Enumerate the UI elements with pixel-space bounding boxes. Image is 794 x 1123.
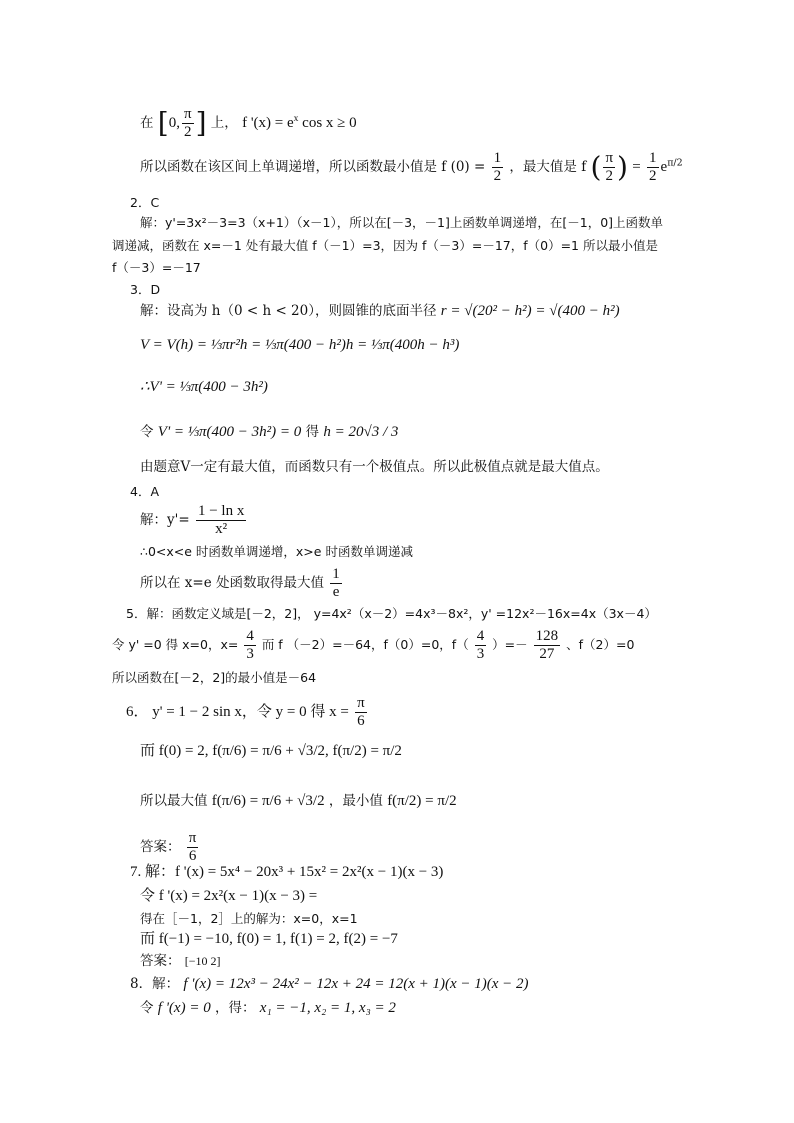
text: 在 [140,115,154,131]
paren-left: ( [590,150,602,184]
item-5-line2 [112,628,634,663]
exponent: π/2 [667,157,683,169]
item-6-line2: 而 f(0) = 2, f(π/6) = π/6 + √3/2, f(π/2) = π/2 [140,743,402,759]
text: 答案： [140,839,181,855]
item-3-line1 [140,302,620,320]
text: 8．解： [130,976,180,992]
fraction-1-2: $\frac{1}{2}$ [493,150,502,184]
formula: V' = ⅓π(400 − 3h²) = 0 [157,424,302,440]
text: ，最小值 [328,793,383,809]
item-2-line1: 解：y'=3x²－3=3（x+1）（x－1），所以在[－3，－1]上函数单调递增，在[－1，0]上函数单 [140,215,664,230]
item-7-line2: 令 f '(x) = 2x²(x − 1)(x − 3) = [140,888,318,904]
e-symbol: e [660,159,668,175]
text: 上， [210,115,238,131]
item-3-line5: 由题意V一定有最大值，而函数只有一个极值点。所以此极值点就是最大值点。 [140,459,609,475]
formula-radius: r = √(20² − h²) = √(400 − h²) [440,303,620,319]
text: 答案： [140,953,181,969]
text: ，得： [215,1000,256,1016]
line-p2 [140,150,683,185]
item-4-line1 [140,503,248,538]
formula-h: h = 20√3 / 3 [323,424,399,440]
formula: x₁ = −1, x₂ = 1, x₃ = 2 [259,1000,396,1016]
fraction-pi-6: $\frac{\pi}{6}$ [188,830,197,864]
text: 解：设高为 h（0 < h < 20），则圆锥的底面半径 [140,303,437,319]
item-7-line5 [140,952,221,970]
item-2-line2: 调递减，函数在 x=－1 处有最大值 f（－1）=3，因为 f（－3）=－17，f（0）=1 所以最小值是 [112,238,658,253]
item-4-line2: ∴0<x<e 时函数单调递增，x>e 时函数单调递减 [140,544,413,559]
item-6-line1 [126,695,369,730]
paren-right: ) [617,150,628,184]
fraction-128-27: $\frac{128}{27}$ [535,628,559,662]
text: 所以函数在该区间上单调递增，所以函数最小值是 f (0) = [140,159,486,175]
fraction-pi-2: $\frac{\pi}{2}$ [183,106,192,140]
text: 令 y' =0 得 x=0，x= [112,637,239,652]
formula: f '(x) = 0 [157,1000,211,1016]
interval-start: 0, [168,115,180,131]
item-8-line1 [130,975,529,993]
item-3-line4 [140,423,398,441]
item-2-line3: f（－3）=－17 [112,260,201,275]
text: 令 [140,1000,154,1016]
item-7-line4: 而 f(−1) = −10, f(0) = 1, f(1) = 2, f(2) = −7 [140,931,398,947]
bracket-left: [ [157,106,169,140]
item-2-number: 2．C [130,195,160,210]
fraction-pi-6: $\frac{\pi}{6}$ [357,695,365,729]
formula-derivative: f '$(x) = e^x$ cos x ≥ 0 [242,114,357,131]
item-3-line2: V = V(h) = ⅓πr²h = ⅓π(400 − h²)h = ⅓π(400h − h³) [140,337,460,353]
item-5-line1: 5．解：函数定义域是[－2，2]， y=4x²（x－2）=4x³－8x²，y' =12x²－16x=4x（3x－4） [126,606,657,621]
item-4-line3 [140,566,344,601]
line-p1 [140,106,357,141]
text: 而 f （－2）=－64，f（0）=0，f（ [261,637,469,652]
text: 得 [305,424,320,440]
formula: f(π/6) = π/6 + √3/2 [211,793,325,809]
item-4-number: 4．A [130,484,160,499]
text: 、f（2）=0 [566,637,635,652]
text: 解：y'= [140,512,190,528]
formula: f '(x) = 12x³ − 24x² − 12x + 24 = 12(x + 1)(x − 1)(x − 2) [183,976,529,992]
text: ，最大值是 f [509,159,587,175]
fraction-derivative: $\frac{\text{1 − ln x}}{\text{x²}}$ [197,503,245,537]
item-6-line4 [140,830,200,865]
item-3-number: 3．D [130,282,161,297]
fraction-1-e: $\frac{1}{e}$ [332,566,340,600]
fraction-4-3: $\frac{4}{3}$ [476,628,485,662]
item-6-line3 [140,792,457,810]
bracket-right: ] [195,106,207,140]
item-7-line1: 7. 解：f '(x) = 5x⁴ − 20x³ + 15x² = 2x²(x − 1)(x − 3) [130,864,444,880]
equals: = [632,159,641,175]
item-3-line3: ∴V' = ⅓π(400 − 3h²) [140,379,268,395]
item-8-line2 [140,999,396,1017]
text: 令 [140,424,154,440]
fraction-1-2: $\frac{1}{2}$ [649,150,657,184]
text: ）=－ [492,637,528,652]
formula: f(π/2) = π/2 [387,793,457,809]
text: 所以最大值 [140,793,208,809]
text: 所以在 x=e 处函数取得最大值 [140,575,324,591]
answer-interval: [−10 2] [184,954,221,968]
fraction-4-3: $\frac{4}{3}$ [246,628,254,662]
item-5-line3: 所以函数在[－2，2]的最小值是－64 [112,670,317,685]
fraction-pi-2: $\frac{\pi}{2}$ [605,150,614,184]
formula: 6． y' = 1 − 2 sin x，令 y = 0 得 x = [126,704,349,720]
item-7-line3: 得在［－1，2］上的解为：x=0，x=1 [140,911,358,926]
